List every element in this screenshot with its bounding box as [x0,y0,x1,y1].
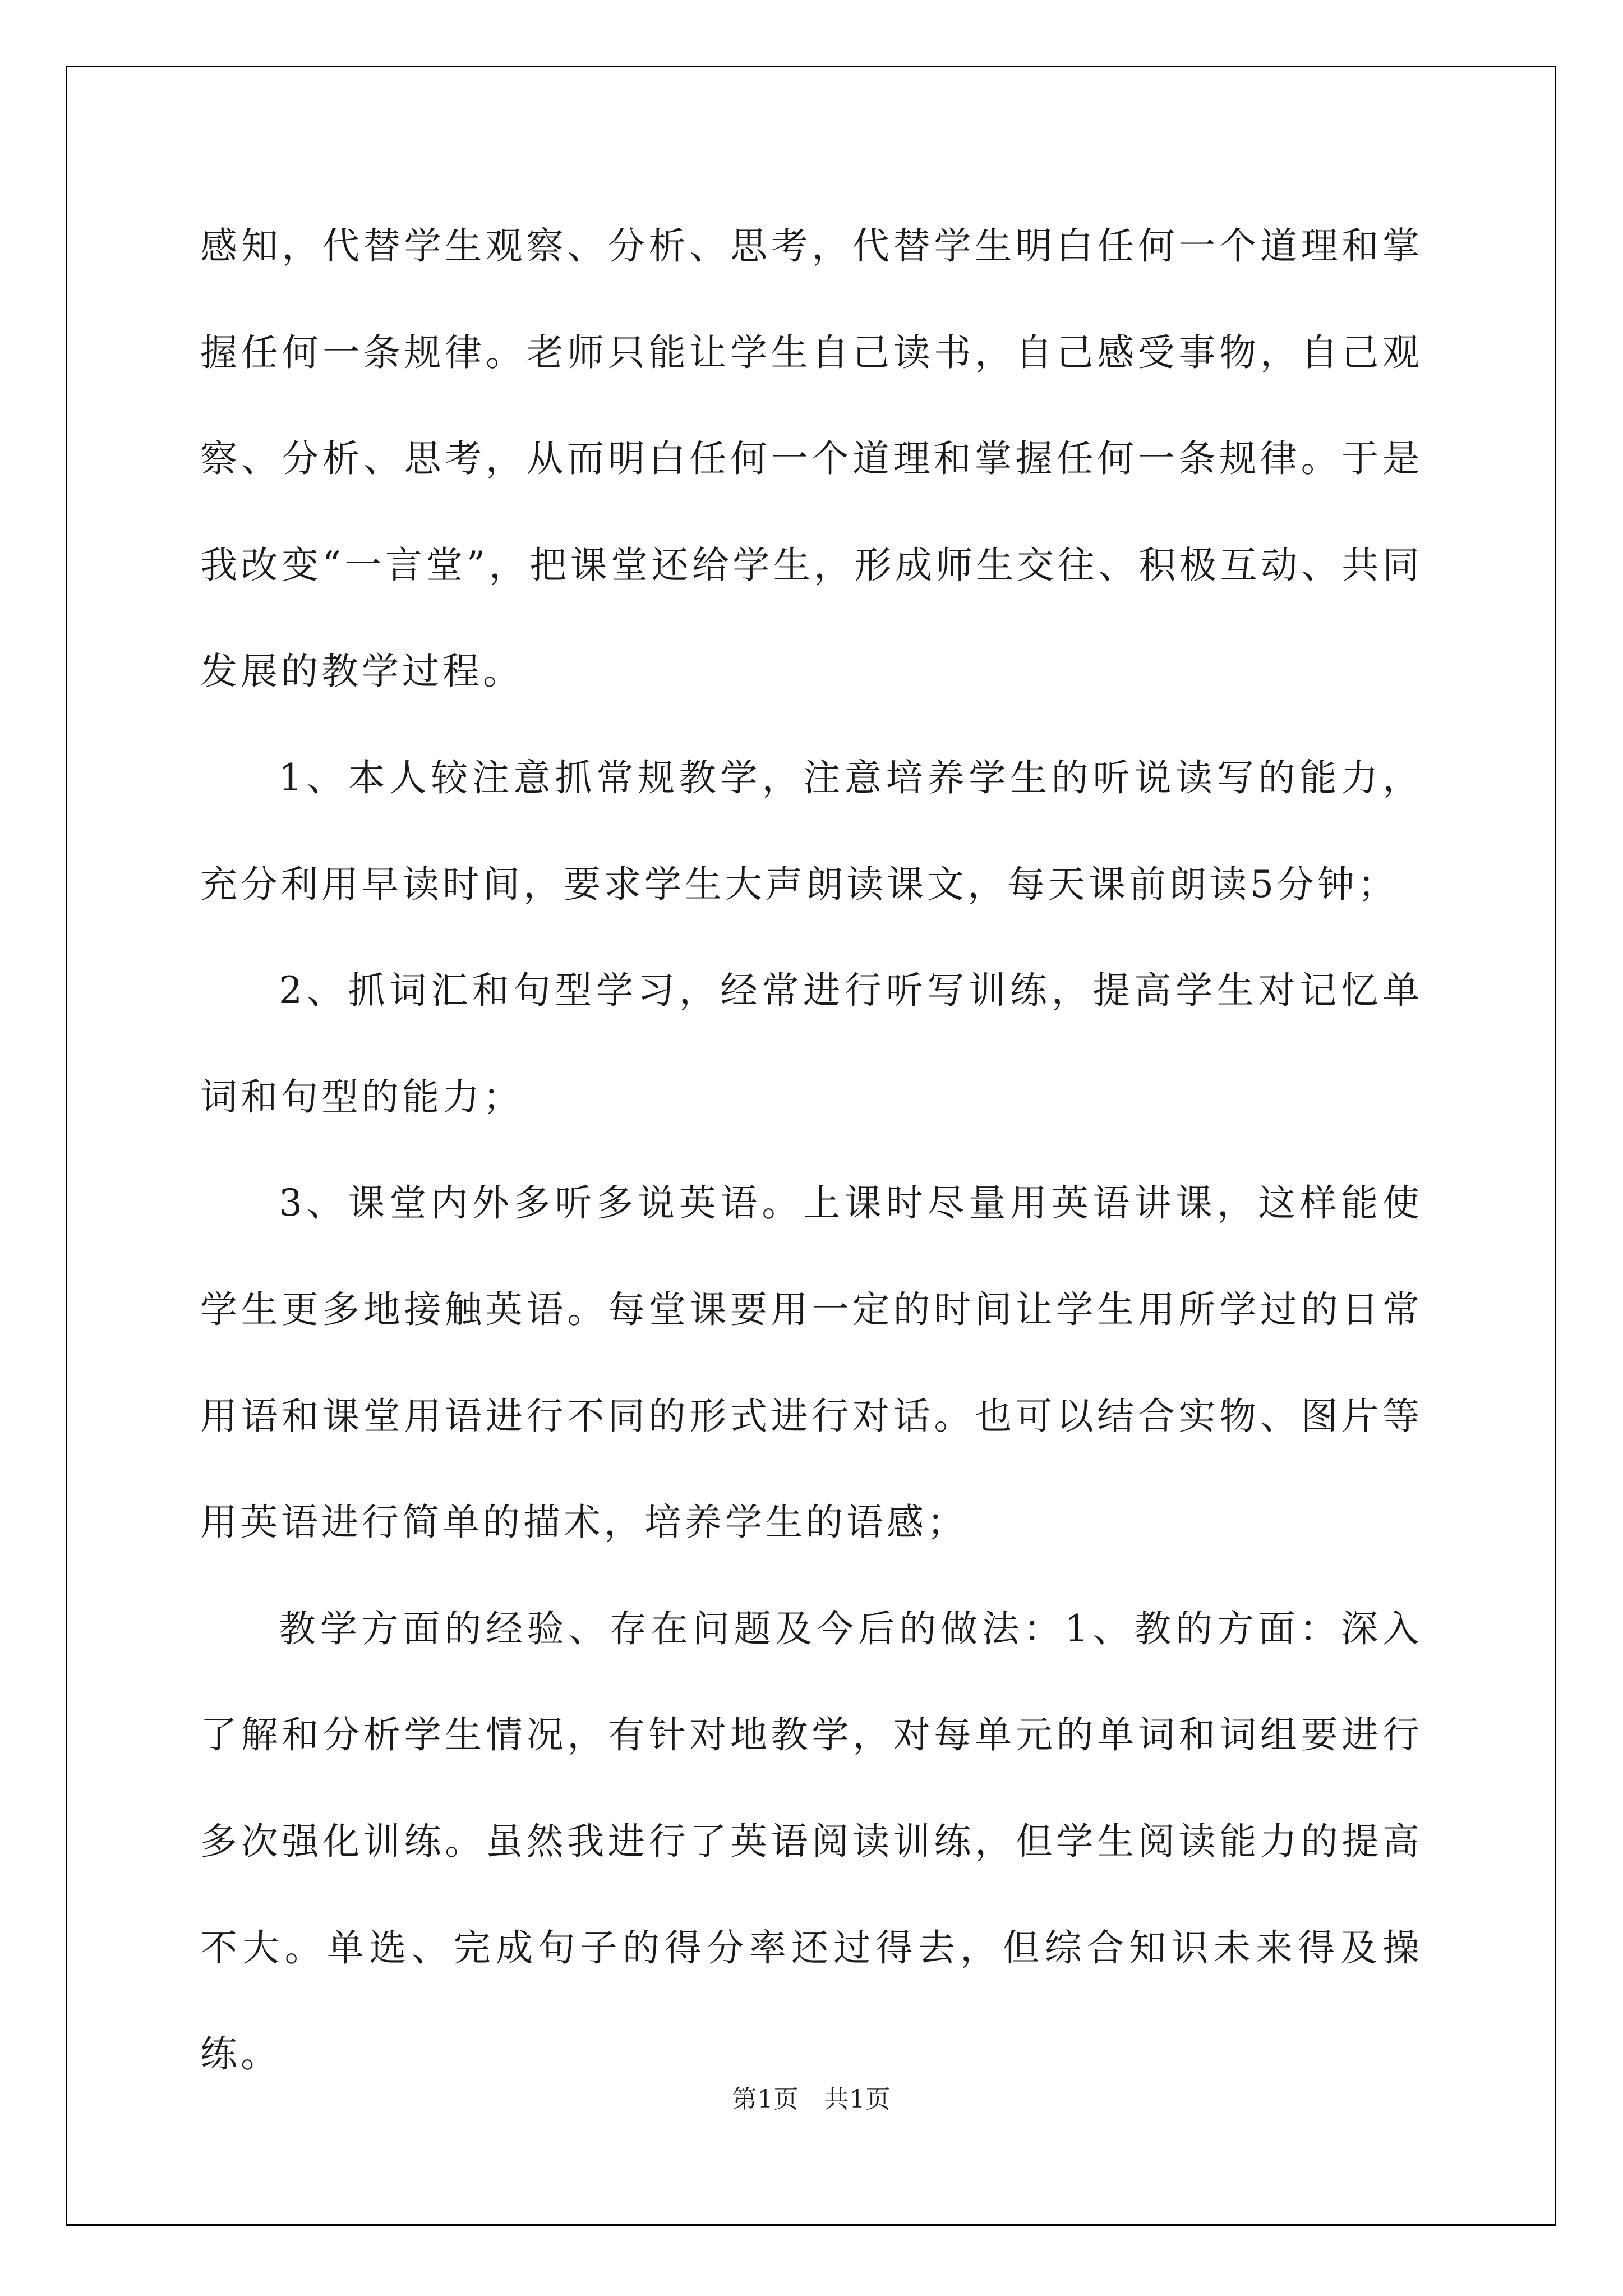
page-number: 第1页 共1页 [732,2085,891,2114]
paragraph-item-1: 1、本人较注意抓常规教学，注意培养学生的听说读写的能力，充分利用早读时间，要求学生大声朗读课文，每天课前朗读5分钟； [200,756,1423,906]
paragraph-teaching-experience: 教学方面的经验、存在问题及今后的做法：1、教的方面：深入了解和分析学生情况，有针对地教学，对每单元的单词和词组要进行多次强化训练。虽然我进行了英语阅读训练，但学生阅读能力的提高不大。单选、完成句子的得分率还过得去，但综合知识未来得及操练。 [200,1607,1423,2076]
paragraph-item-3: 3、课堂内外多听多说英语。上课时尽量用英语讲课，这样能使学生更多地接触英语。每堂课要用一定的时间让学生用所学过的日常用语和课堂用语进行不同的形式进行对话。也可以结合实物、图片等用英语进行简单的描术，培养学生的语感； [200,1181,1423,1544]
document-body [200,193,1423,2108]
paragraph-item-2: 2、抓词汇和句型学习，经常进行听写训练，提高学生对记忆单词和句型的能力； [200,969,1423,1119]
paragraph-continued: 感知，代替学生观察、分析、思考，代替学生明白任何一个道理和掌握任何一条规律。老师只能让学生自己读书，自己感受事物，自己观察、分析、思考，从而明白任何一个道理和掌握任何一条规律。于是我改变“一言堂”，把课堂还给学生，形成师生交往、积极互动、共同发展的教学过程。 [200,224,1423,693]
